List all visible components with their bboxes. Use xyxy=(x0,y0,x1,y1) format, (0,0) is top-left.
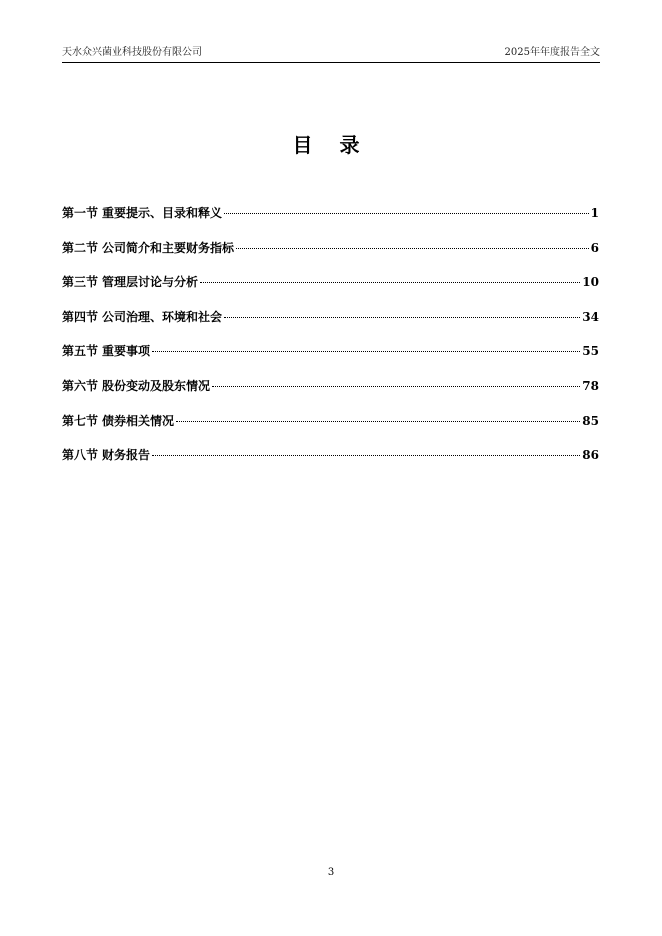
toc-section-number: 第二节 xyxy=(62,240,99,255)
toc-section-title: 重要事项 xyxy=(102,344,151,359)
toc-section-number: 第五节 xyxy=(62,344,99,359)
toc-section-title: 债券相关情况 xyxy=(102,413,175,428)
toc-section-number: 第三节 xyxy=(62,275,99,290)
toc-section-number: 第六节 xyxy=(62,378,99,393)
toc-dot-leader xyxy=(224,213,589,214)
toc-item-section-2[interactable] xyxy=(62,239,599,257)
toc-page-number: 55 xyxy=(582,344,599,359)
toc-page-number: 1 xyxy=(590,206,599,220)
page-number: 3 xyxy=(327,867,335,878)
toc-dot-leader xyxy=(152,455,580,456)
toc-section-title: 公司简介和主要财务指标 xyxy=(102,240,235,255)
toc-section-number: 第四节 xyxy=(62,309,99,324)
toc-dot-leader xyxy=(176,421,580,422)
toc-page-number: 85 xyxy=(582,413,599,428)
toc-dot-leader xyxy=(200,282,580,283)
toc-item-section-3[interactable] xyxy=(62,273,599,291)
toc-page-number: 86 xyxy=(582,448,599,463)
toc-section-number: 第八节 xyxy=(62,448,99,463)
toc-page-number: 34 xyxy=(582,309,599,324)
header-company-name: 天水众兴菌业科技股份有限公司 xyxy=(62,47,202,58)
toc-dot-leader xyxy=(212,386,580,387)
toc-section-number: 第一节 xyxy=(62,206,99,220)
toc-section-number: 第七节 xyxy=(62,413,99,428)
toc-page-number: 6 xyxy=(590,240,599,255)
toc-item-section-4[interactable] xyxy=(62,308,599,326)
page-header xyxy=(62,46,600,63)
page-title: 目 录 xyxy=(292,133,370,157)
toc-item-section-7[interactable] xyxy=(62,412,599,430)
toc-dot-leader xyxy=(152,351,580,352)
toc-section-title: 股份变动及股东情况 xyxy=(102,378,211,393)
toc-dot-leader xyxy=(224,317,580,318)
toc-section-title: 管理层讨论与分析 xyxy=(102,275,199,290)
toc-section-title: 财务报告 xyxy=(102,448,151,463)
table-of-contents xyxy=(62,204,599,481)
header-report-title: 2025年年度报告全文 xyxy=(504,47,600,58)
toc-page-number: 78 xyxy=(582,378,599,393)
toc-section-title: 公司治理、环境和社会 xyxy=(102,309,223,324)
toc-item-section-1[interactable] xyxy=(62,204,599,222)
toc-dot-leader xyxy=(236,248,589,249)
toc-section-title: 重要提示、目录和释义 xyxy=(102,206,223,220)
toc-item-section-6[interactable] xyxy=(62,377,599,395)
toc-page-number: 10 xyxy=(582,275,599,290)
toc-item-section-8[interactable] xyxy=(62,446,599,464)
toc-item-section-5[interactable] xyxy=(62,342,599,360)
